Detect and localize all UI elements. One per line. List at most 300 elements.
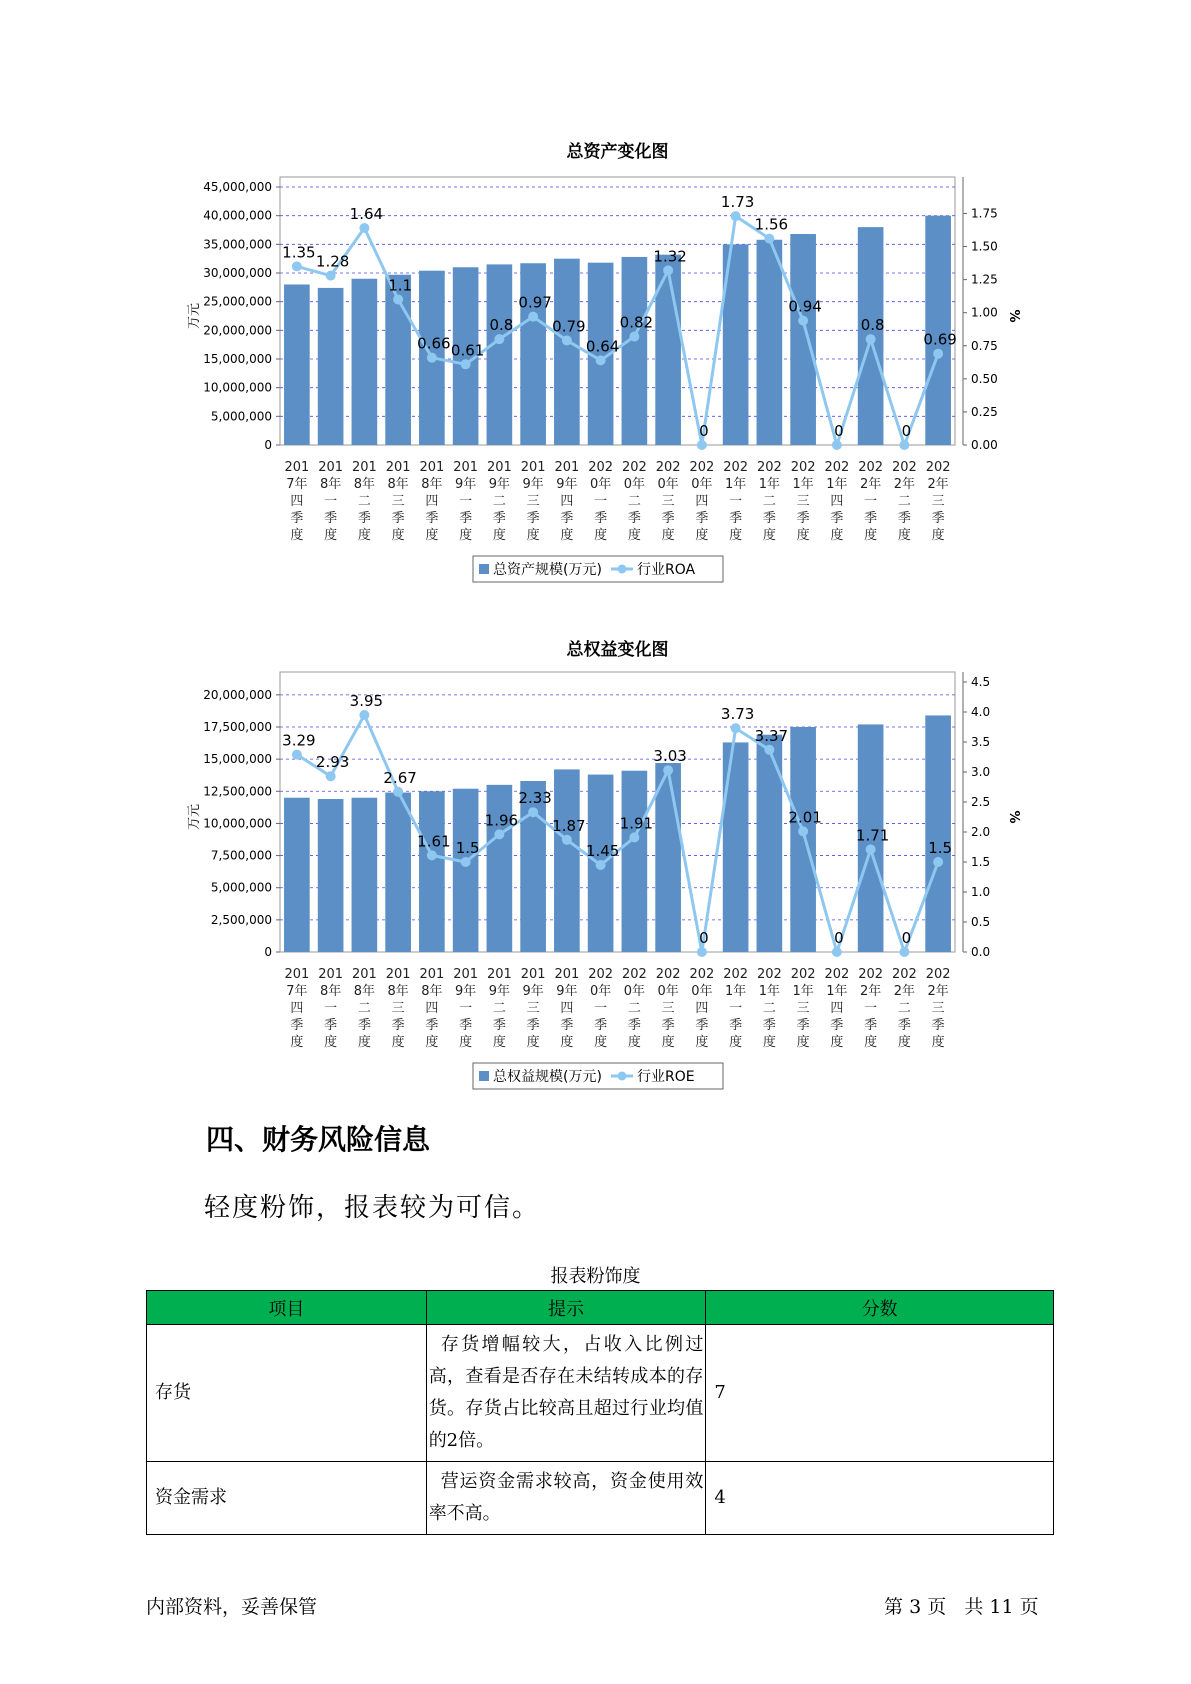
row-score: 7 — [706, 1325, 1054, 1462]
x-tick-label: 四 — [560, 1001, 574, 1016]
x-tick-label: 202 — [824, 967, 850, 982]
x-tick-label: 9年 — [488, 984, 511, 999]
x-tick-label: 季 — [931, 1018, 945, 1033]
data-label: 1.96 — [484, 811, 519, 830]
line-point — [866, 844, 876, 854]
line-point — [663, 265, 673, 275]
y2-tick-label: 0.50 — [971, 371, 998, 386]
x-tick-label: 季 — [897, 511, 911, 526]
header-item: 项目 — [147, 1291, 427, 1325]
data-label: 1.35 — [282, 243, 316, 262]
x-tick-label: 三 — [526, 494, 540, 509]
bar — [622, 771, 648, 952]
x-tick-label: 季 — [661, 1018, 675, 1033]
x-tick-label: 二 — [762, 494, 776, 509]
x-tick-label: 度 — [357, 1035, 371, 1050]
total-equity-chart — [0, 630, 1191, 1100]
x-tick-label: 季 — [661, 511, 675, 526]
x-tick-label: 1年 — [724, 984, 747, 999]
line-point — [359, 223, 369, 233]
line-point — [933, 857, 943, 867]
table-row — [147, 1462, 1054, 1535]
data-label: 0.64 — [585, 337, 620, 356]
y-tick-label: 30,000,000 — [203, 266, 272, 280]
data-label: 0.97 — [518, 293, 552, 312]
x-tick-label: 季 — [762, 1018, 776, 1033]
bar — [790, 234, 816, 445]
y2-tick-label: 1.5 — [971, 855, 991, 869]
x-tick-label: 一 — [729, 494, 743, 509]
x-tick-label: 度 — [594, 1035, 608, 1050]
line-point — [832, 440, 842, 450]
x-tick-label: 202 — [824, 460, 850, 475]
line-point — [562, 835, 572, 845]
line-point — [326, 271, 336, 281]
x-tick-label: 8年 — [421, 477, 443, 492]
data-label: 0.8 — [489, 316, 514, 335]
x-tick-label: 201 — [385, 967, 411, 982]
x-tick-label: 201 — [554, 460, 580, 475]
x-tick-label: 202 — [621, 460, 647, 475]
data-label: 1.73 — [720, 193, 755, 212]
line-point — [798, 316, 808, 326]
y2-tick-label: 0.00 — [971, 438, 998, 452]
line-point — [629, 832, 639, 842]
risk-summary-text: 轻度粉饰，报表较为可信。 — [204, 1193, 541, 1223]
x-tick-label: 202 — [723, 967, 749, 982]
x-tick-label: 202 — [689, 460, 715, 475]
x-tick-label: 0年 — [691, 984, 713, 999]
chart-title: 总权益变化图 — [566, 640, 669, 660]
x-tick-label: 度 — [830, 1035, 844, 1050]
bar — [453, 789, 479, 952]
y2-tick-label: 0.25 — [971, 404, 998, 419]
x-tick-label: 度 — [391, 528, 405, 543]
x-tick-label: 0年 — [657, 477, 679, 492]
x-tick-label: 四 — [425, 1001, 439, 1016]
x-tick-label: 度 — [762, 528, 776, 543]
x-tick-label: 度 — [661, 1035, 675, 1050]
total-suffix: 页 — [1019, 1596, 1039, 1618]
plot-border — [280, 672, 955, 952]
line-point — [596, 860, 606, 870]
x-tick-label: 201 — [318, 460, 344, 475]
y-tick-label: 20,000,000 — [203, 687, 272, 702]
x-tick-label: 四 — [560, 494, 574, 509]
data-label: 0.79 — [552, 317, 586, 336]
x-tick-label: 1年 — [792, 984, 814, 999]
y-tick-label: 15,000,000 — [203, 752, 272, 767]
section-title: 四、财务风险信息 — [206, 1123, 431, 1156]
x-tick-label: 季 — [695, 511, 709, 526]
x-tick-label: 度 — [729, 1035, 743, 1050]
data-label: 3.29 — [282, 731, 316, 750]
y2-axis-label: % — [1006, 309, 1021, 323]
y-tick-label: 10,000,000 — [203, 816, 272, 831]
x-tick-label: 四 — [425, 494, 439, 509]
x-tick-label: 季 — [695, 1018, 709, 1033]
x-tick-label: 1年 — [826, 477, 848, 492]
x-tick-label: 202 — [756, 967, 782, 982]
bar — [487, 264, 513, 445]
data-label: 0 — [834, 929, 844, 947]
page-prefix: 第 — [884, 1596, 904, 1618]
bar — [520, 263, 546, 445]
x-tick-label: 一 — [594, 494, 608, 509]
data-label: 1.32 — [653, 247, 687, 266]
x-tick-label: 季 — [324, 1018, 338, 1033]
x-tick-label: 201 — [351, 967, 377, 982]
x-tick-label: 三 — [661, 1001, 675, 1016]
x-tick-label: 8年 — [387, 477, 409, 492]
y2-tick-label: 0.0 — [971, 945, 991, 959]
x-tick-label: 四 — [830, 1001, 844, 1016]
x-tick-label: 季 — [594, 1018, 608, 1033]
x-tick-label: 度 — [290, 1035, 304, 1050]
line-point — [292, 261, 302, 271]
x-tick-label: 202 — [621, 967, 647, 982]
legend-bar-swatch — [479, 1071, 489, 1081]
line-point — [528, 807, 538, 817]
bar — [385, 793, 411, 952]
x-tick-label: 度 — [526, 528, 540, 543]
x-tick-label: 度 — [492, 528, 506, 543]
x-tick-label: 0年 — [657, 984, 679, 999]
x-tick-label: 8年 — [319, 984, 342, 999]
x-tick-label: 二 — [627, 494, 641, 509]
x-tick-label: 度 — [324, 528, 338, 543]
x-tick-label: 0年 — [623, 984, 646, 999]
data-label: 0 — [699, 929, 709, 947]
x-tick-label: 季 — [762, 511, 776, 526]
x-tick-label: 度 — [864, 1035, 878, 1050]
data-label: 3.37 — [754, 726, 789, 745]
table-header-row — [147, 1291, 1054, 1325]
x-tick-label: 四 — [290, 494, 304, 509]
x-tick-label: 201 — [554, 967, 580, 982]
x-tick-label: 202 — [655, 460, 681, 475]
legend-bar-label: 总资产规模(万元) — [493, 562, 602, 578]
x-tick-label: 度 — [830, 528, 844, 543]
y2-tick-label: 1.50 — [971, 239, 998, 254]
x-tick-label: 度 — [897, 1035, 911, 1050]
y2-tick-label: 2.0 — [971, 825, 991, 839]
x-tick-label: 季 — [526, 1018, 540, 1033]
x-tick-label: 2年 — [927, 477, 949, 492]
x-tick-label: 9年 — [522, 984, 544, 999]
x-tick-label: 三 — [661, 494, 675, 509]
page-number — [884, 1592, 1039, 1619]
x-tick-label: 度 — [931, 528, 945, 543]
bar — [757, 735, 783, 952]
x-tick-label: 9年 — [556, 984, 578, 999]
line-point — [292, 750, 302, 760]
line-point — [427, 353, 437, 363]
x-tick-label: 8年 — [353, 984, 376, 999]
x-tick-label: 四 — [290, 1001, 304, 1016]
x-tick-label: 季 — [796, 1018, 810, 1033]
x-tick-label: 三 — [796, 494, 810, 509]
x-tick-label: 8年 — [421, 984, 443, 999]
line-point — [798, 826, 808, 836]
x-tick-label: 二 — [762, 1001, 776, 1016]
bar — [554, 769, 580, 952]
legend-line-dot — [618, 565, 627, 574]
x-tick-label: 度 — [357, 528, 371, 543]
line-point — [393, 294, 403, 304]
line-point — [899, 440, 909, 450]
data-label: 1.64 — [349, 205, 384, 224]
header-score: 分数 — [706, 1291, 1054, 1325]
line-point — [629, 332, 639, 342]
x-tick-label: 201 — [351, 460, 377, 475]
row-hint — [426, 1462, 706, 1535]
x-tick-label: 季 — [864, 511, 878, 526]
x-tick-label: 一 — [324, 494, 338, 509]
table-row — [147, 1325, 1054, 1462]
data-label: 0 — [699, 422, 709, 440]
x-tick-label: 度 — [695, 1035, 709, 1050]
data-label: 1.61 — [417, 832, 451, 851]
x-tick-label: 202 — [891, 967, 917, 982]
line-point — [899, 947, 909, 957]
x-tick-label: 季 — [391, 511, 405, 526]
bar — [554, 259, 580, 445]
x-tick-label: 9年 — [556, 477, 578, 492]
line-point — [528, 312, 538, 322]
x-tick-label: 度 — [324, 1035, 338, 1050]
y-tick-label: 5,000,000 — [210, 880, 272, 895]
x-tick-label: 季 — [627, 1018, 641, 1033]
page-total: 11 — [989, 1596, 1014, 1618]
x-tick-label: 二 — [627, 1001, 641, 1016]
x-tick-label: 度 — [695, 528, 709, 543]
x-tick-label: 201 — [520, 967, 546, 982]
data-label: 1.56 — [754, 215, 789, 234]
x-tick-label: 8年 — [319, 477, 342, 492]
x-tick-label: 0年 — [589, 477, 612, 492]
bar — [352, 798, 378, 952]
data-label: 0.94 — [788, 297, 822, 316]
x-tick-label: 度 — [425, 528, 439, 543]
y-tick-label: 17,500,000 — [203, 720, 272, 734]
x-tick-label: 一 — [459, 494, 473, 509]
x-tick-label: 202 — [756, 460, 782, 475]
x-tick-label: 202 — [689, 967, 715, 982]
line-point — [697, 440, 707, 450]
x-tick-label: 二 — [492, 1001, 506, 1016]
bar — [318, 288, 344, 445]
data-label: 2.93 — [315, 753, 350, 772]
y2-tick-label: 1.25 — [971, 272, 998, 287]
x-tick-label: 一 — [729, 1001, 743, 1016]
x-tick-label: 二 — [897, 1001, 911, 1016]
x-tick-label: 二 — [357, 1001, 371, 1016]
bar — [723, 742, 749, 952]
x-tick-label: 季 — [830, 511, 844, 526]
x-tick-label: 202 — [925, 967, 951, 982]
y-tick-label: 10,000,000 — [203, 380, 272, 395]
data-label: 0.8 — [860, 316, 885, 335]
x-tick-label: 季 — [560, 1018, 574, 1033]
x-tick-label: 度 — [560, 528, 574, 543]
x-tick-label: 201 — [520, 460, 546, 475]
y2-tick-label: 0.5 — [971, 915, 991, 929]
x-tick-label: 201 — [453, 967, 479, 982]
y2-tick-label: 4.5 — [971, 675, 991, 689]
line-point — [866, 334, 876, 344]
bar — [318, 799, 344, 952]
x-tick-label: 季 — [729, 1018, 743, 1033]
x-tick-label: 度 — [627, 1035, 641, 1050]
x-tick-label: 度 — [459, 1035, 473, 1050]
x-tick-label: 季 — [594, 511, 608, 526]
x-tick-label: 季 — [492, 511, 506, 526]
x-tick-label: 9年 — [522, 477, 544, 492]
line-point — [359, 710, 369, 720]
line-point — [697, 947, 707, 957]
x-tick-label: 202 — [891, 460, 917, 475]
x-tick-label: 202 — [925, 460, 951, 475]
x-tick-label: 季 — [324, 511, 338, 526]
y2-tick-label: 2.5 — [971, 795, 991, 809]
x-tick-label: 201 — [486, 460, 512, 475]
y2-axis-label: % — [1006, 810, 1021, 824]
x-tick-label: 201 — [318, 967, 344, 982]
x-tick-label: 度 — [560, 1035, 574, 1050]
x-tick-label: 1年 — [758, 477, 781, 492]
chart-title: 总资产变化图 — [566, 142, 669, 162]
x-tick-label: 度 — [931, 1035, 945, 1050]
x-tick-label: 1年 — [724, 477, 747, 492]
bar — [790, 727, 816, 952]
data-label: 1.71 — [855, 826, 890, 845]
legend-line-dot — [618, 1072, 627, 1081]
x-tick-label: 一 — [864, 1001, 878, 1016]
x-tick-label: 2年 — [859, 984, 882, 999]
bar — [757, 240, 783, 445]
x-tick-label: 度 — [391, 1035, 405, 1050]
x-tick-label: 三 — [526, 1001, 540, 1016]
line-point — [562, 335, 572, 345]
bar — [655, 255, 681, 445]
data-label: 1.1 — [388, 276, 413, 295]
y-axis-label: 万元 — [187, 803, 202, 831]
x-tick-label: 一 — [459, 1001, 473, 1016]
x-tick-label: 季 — [864, 1018, 878, 1033]
row-item: 存货 — [147, 1325, 427, 1462]
x-tick-label: 度 — [729, 528, 743, 543]
y-tick-label: 5,000,000 — [210, 409, 272, 424]
table-caption: 报表粉饰度 — [550, 1266, 641, 1287]
x-tick-label: 季 — [526, 511, 540, 526]
x-tick-label: 9年 — [488, 477, 511, 492]
x-tick-label: 一 — [864, 494, 878, 509]
x-tick-label: 度 — [459, 528, 473, 543]
x-tick-label: 0年 — [623, 477, 646, 492]
y-tick-label: 0 — [264, 945, 272, 959]
row-hint-text: 存货增幅较大，占收入比例过高，查看是否存在未结转成本的存货。存货占比较高且超过行业均值的2倍。 — [428, 1334, 704, 1451]
x-tick-label: 1年 — [826, 984, 848, 999]
line-point — [494, 829, 504, 839]
x-tick-label: 201 — [385, 460, 411, 475]
row-hint-text: 营运资金需求较高，资金使用效率不高。 — [428, 1471, 704, 1524]
line-point — [764, 745, 774, 755]
x-tick-label: 季 — [627, 511, 641, 526]
x-tick-label: 1年 — [758, 984, 781, 999]
x-tick-label: 一 — [324, 1001, 338, 1016]
x-tick-label: 度 — [897, 528, 911, 543]
data-label: 1.45 — [585, 842, 620, 860]
x-tick-label: 0年 — [589, 984, 612, 999]
x-tick-label: 2年 — [927, 984, 949, 999]
page-suffix: 页 — [927, 1596, 947, 1618]
line-point — [933, 349, 943, 359]
x-tick-label: 度 — [526, 1035, 540, 1050]
x-tick-label: 201 — [419, 967, 445, 982]
y2-tick-label: 3.5 — [971, 735, 991, 749]
page-current: 3 — [909, 1596, 922, 1618]
y2-tick-label: 0.75 — [971, 338, 998, 353]
data-label: 0.82 — [619, 313, 654, 332]
data-label: 1.28 — [315, 252, 350, 271]
x-tick-label: 度 — [796, 528, 810, 543]
x-tick-label: 二 — [492, 494, 506, 509]
x-tick-label: 201 — [284, 460, 310, 475]
bar — [487, 785, 513, 952]
y-tick-label: 45,000,000 — [203, 180, 272, 194]
x-tick-label: 季 — [897, 1018, 911, 1033]
line-point — [731, 723, 741, 733]
total-prefix: 共 — [964, 1596, 984, 1618]
x-tick-label: 202 — [655, 967, 681, 982]
x-tick-label: 201 — [486, 967, 512, 982]
x-tick-label: 季 — [931, 511, 945, 526]
data-label: 2.67 — [383, 768, 417, 787]
y2-tick-label: 1.75 — [971, 206, 998, 221]
data-label: 0 — [901, 929, 912, 947]
line-point — [731, 211, 741, 221]
row-score: 4 — [706, 1462, 1054, 1535]
bar — [419, 791, 445, 952]
data-label: 1.5 — [928, 839, 953, 857]
row-hint — [426, 1325, 706, 1462]
x-tick-label: 季 — [425, 1018, 439, 1033]
x-tick-label: 度 — [864, 528, 878, 543]
x-tick-label: 度 — [661, 528, 675, 543]
x-tick-label: 2年 — [893, 984, 916, 999]
x-tick-label: 202 — [588, 967, 614, 982]
y-tick-label: 15,000,000 — [203, 352, 272, 366]
line-point — [326, 771, 336, 781]
line-point — [494, 334, 504, 344]
y2-tick-label: 1.00 — [971, 305, 998, 320]
x-tick-label: 季 — [357, 1018, 371, 1033]
x-tick-label: 201 — [419, 460, 445, 475]
x-tick-label: 季 — [391, 1018, 405, 1033]
y-tick-label: 2,500,000 — [210, 912, 272, 927]
legend-bar-swatch — [479, 564, 489, 574]
data-label: 0.61 — [450, 341, 485, 360]
x-tick-label: 季 — [560, 511, 574, 526]
y-tick-label: 20,000,000 — [203, 323, 272, 338]
line-point — [427, 850, 437, 860]
y2-tick-label: 4.0 — [971, 705, 991, 719]
legend-line-label: 行业ROE — [637, 1069, 695, 1085]
x-tick-label: 7年 — [286, 984, 308, 999]
line-point — [663, 765, 673, 775]
data-label: 0 — [901, 422, 912, 440]
